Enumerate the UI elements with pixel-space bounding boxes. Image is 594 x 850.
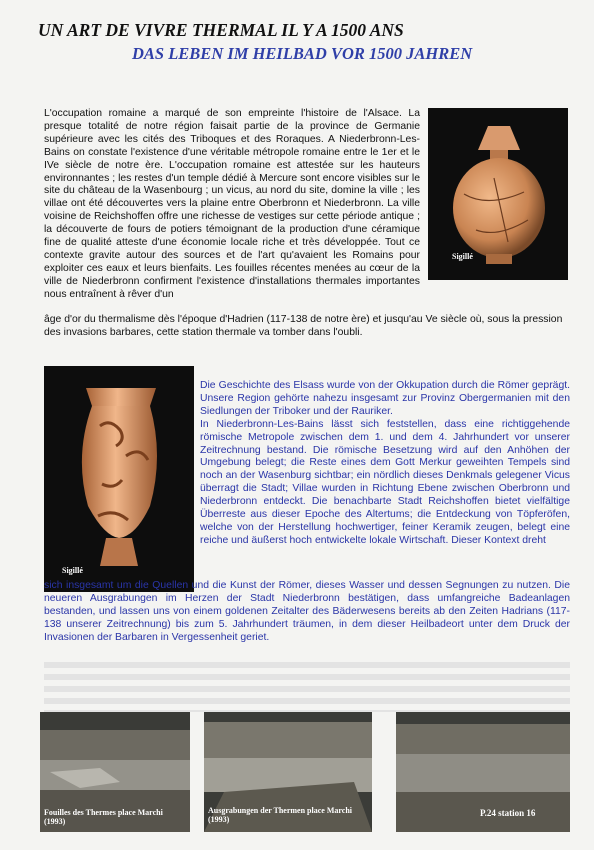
- excavation-photo-2: [204, 712, 372, 832]
- excavation-caption-1: Fouilles des Thermes place Marchi (1993): [44, 808, 163, 826]
- vase-caption-1: Sigillé: [452, 252, 473, 261]
- french-paragraph: L'occupation romaine a marqué de son empreinte l'histoire de l'Alsace. La presque totalité de notre région faisait partie de la province de Germanie supérieure avec les cités des Triboques et des Roraques. A Niederbronn-Les-Bains on constate l'existence d'une véritable métropole romaine entre le 1er et le IVe siècle de notre ère. L'occupation romaine est attestée sur les hauteurs environnantes ; les restes d'un temple dédié à Mercure sont encore visibles sur le site du château de la Wasenbourg ; un vicus, au nord du site, domine la ville ; les villae ont été découvertes vers la plaine entre Oberbronn et Niederbronn. La ville voisine de Reichshoffen offre une richesse de vestiges sur cette période antique ; la découverte de fours de potiers témoignant de la production d'une céramique fine de qualité atteste d'une économie locale riche et très développée. Tout ce contexte gravite autour des sources et de l'art qu'avaient les Romains pour exploiter ces eaux et leurs bienfaits. Les fouilles récentes menées au cœur de la ville de Niederbronn confirment l'existence d'installations thermales importantes nous entraînent à rêver d'un: [44, 108, 420, 300]
- vase-photo-1: [428, 108, 568, 280]
- vase-illustration-2: [44, 366, 194, 592]
- german-paragraph: [200, 380, 570, 548]
- page-station-label: P.24 station 16: [480, 808, 536, 818]
- title-german: DAS LEBEN IM HEILBAD VOR 1500 JAHREN: [132, 44, 473, 63]
- german-paragraph-1: Die Geschichte des Elsass wurde von der Okkupation durch die Römer geprägt. Unsere Region gehörte nahezu insgesamt zur Provinz Obergermanien mit den Siedlungen der Triboker und der Rauriker.: [200, 380, 570, 417]
- excavation-photo-1: [40, 712, 190, 832]
- german-paragraph-continued: sich insgesamt um die Quellen und die Kunst der Römer, dieses Wasser und dessen Segnungen zu nutzen. Die neueren Ausgrabungen im Herzen der Stadt Niederbronn bestätigen, dass umfangreiche Badeanlagen bestanden, und lassen uns von einem goldenen Zeitalter des Bäderwesens bereits ab den Zeiten Hadrians (117-138 unserer Zeitrechnung) bis zum 5. Jahrhundert träumen, in dem dieser Heilbadeort unter dem Druck der Invasionen der Barbaren in Vergessenheit geriet.: [44, 580, 570, 643]
- vase-caption-2: Sigillé: [62, 566, 83, 575]
- excavation-photo-3: [396, 712, 570, 832]
- bleed-through-text: [44, 662, 570, 712]
- excavation-caption-2: Ausgrabungen der Thermen place Marchi (1993): [208, 806, 353, 824]
- vase-photo-2: [44, 366, 194, 592]
- vase-illustration-1: [428, 108, 568, 280]
- german-paragraph-2: In Niederbronn-Les-Bains lässt sich feststellen, dass eine richtiggehende römische Metropole zwischen dem 1. und dem 4. Jahrhundert vor unserer Zeitrechnung bestand. Die römische Besetzung wird auf den Anhöhen der Umgebung belegt; die Reste eines dem Gott Merkur geweihten Tempels sind noch an der Wasenburg sichtbar; ein nördlich dieses Denkmals gelegener Vicus überragt die Stadt; Villae wurden in Richtung Ebene zwischen Oberbronn und Niederbronn entdeckt. Die benachbarte Stadt Reichshoffen bietet vielfältige Überreste aus dieser Epoche des Altertums; die Entdeckung von Töpferöfen, welche von der Herstellung hochwertiger, feiner Keramik zeugen, belegt eine reiche und äußerst hoch entwickelte lokale Wirtschaft. Dieser Kontext dreht: [200, 418, 570, 546]
- french-paragraph-continued: âge d'or du thermalisme dès l'époque d'Hadrien (117-138 de notre ère) et jusqu'au Ve siècle où, sous la pression des invasions barbares, cette station thermale va tomber dans l'oubli.: [44, 314, 563, 338]
- title-french: UN ART DE VIVRE THERMAL IL Y A 1500 ANS: [38, 20, 404, 40]
